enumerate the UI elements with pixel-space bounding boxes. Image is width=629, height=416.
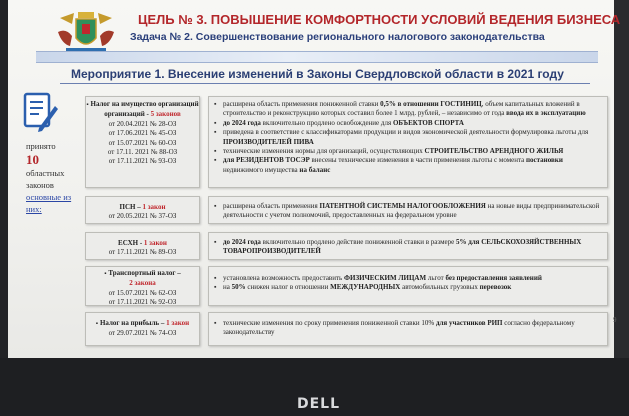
desc-box-profit-tax <box>208 312 608 346</box>
law-ref: от 17.11. 2021 № 88-ОЗ <box>107 148 178 157</box>
desc-box-transport-tax <box>208 266 608 306</box>
desc-box-psn <box>208 196 608 224</box>
event-title: Мероприятие 1. Внесение изменений в Законы Свердловской области в 2021 году <box>71 67 564 81</box>
monitor-bezel-left <box>0 0 8 416</box>
law-ref: от 29.07.2021 № 74-ОЗ <box>108 329 177 338</box>
law-name: Транспортный налог – <box>108 269 181 277</box>
desc-box-eshn <box>208 232 608 260</box>
adopted-label: принято <box>26 141 56 151</box>
law-box-property-tax: ▪ Налог на имущество организаций организаций - 5 законов от 20.04.2021 № 28-ОЗ от 17.06.2021 № 45-ОЗ от 15.07.2021 № 60-ОЗ от 17.11. 2021 № 88-ОЗ от 17.11.2021 № 93-ОЗ <box>85 96 200 188</box>
law-ref: от 20.05.2021 № 37-ОЗ <box>108 212 177 221</box>
page-number: 9 <box>613 316 617 324</box>
desc-item: ▪ до 2024 года включительно продлено действие пониженной ставки в размере 5% для СЕЛЬСКОХОЗЯЙСТВЕННЫХ ТОВАРОПРОИЗВОДИТЕЛЕЙ <box>214 238 602 257</box>
desc-list <box>214 238 602 257</box>
presentation-slide <box>8 0 621 358</box>
law-ref: от 15.07.2021 № 62-ОЗ <box>108 288 177 297</box>
law-box-transport-tax: ▪ Транспортный налог – 2 закона от 15.07.2021 № 62-ОЗ от 17.11.2021 № 92-ОЗ <box>85 266 200 306</box>
law-ref: от 17.11.2021 № 93-ОЗ <box>108 157 177 166</box>
task-title: Задача № 2. Совершенствование регионального налогового законодательства <box>130 31 545 43</box>
title-divider <box>60 83 590 84</box>
desc-list <box>214 100 602 175</box>
law-count: 5 законов <box>150 110 181 119</box>
desc-item: ▪ на 50% снижен налог в отношении МЕЖДУНАРОДНЫХ автомобильных грузовых перевозок <box>214 283 602 292</box>
law-box-profit-tax: ▪ Налог на прибыль – 1 закон от 29.07.2021 № 74-ОЗ <box>85 312 200 346</box>
monitor-bezel-right <box>614 0 629 416</box>
law-count: 2 закона <box>129 279 156 288</box>
desc-box-property-tax <box>208 96 608 188</box>
law-ref: от 15.07.2021 № 60-ОЗ <box>108 138 177 147</box>
law-count: 1 закон <box>142 203 166 211</box>
laws-summary <box>26 140 82 215</box>
goal-title: ЦЕЛЬ № 3. ПОВЫШЕНИЕ КОМФОРТНОСТИ УСЛОВИЙ ВЕДЕНИЯ БИЗНЕСА <box>138 12 621 27</box>
law-ref: от 17.06.2021 № 45-ОЗ <box>108 129 177 138</box>
law-box-psn <box>85 196 200 224</box>
law-box-eshn <box>85 232 200 260</box>
desc-item: ▪ расширена область применения ПАТЕНТНОЙ СИСТЕМЫ НАЛОГООБЛОЖЕНИЯ на новые виды предпринимательской деятельности с учетом полномочий, предоставленных на федеральном уровне <box>214 202 602 221</box>
desc-item: ▪ для РЕЗИДЕНТОВ ТОСЭР внесены технические изменения в части применения льготы с момента постановки недвижимого имущества на баланс <box>214 156 602 175</box>
law-name: ПСН – <box>119 203 141 211</box>
desc-item: ▪ приведена в соответствие с классификаторами продукции и видов экономической деятельности формулировка льготы для ПРОИЗВОДИТЕЛЕЙ ПИВА <box>214 128 602 147</box>
desc-list <box>214 274 602 293</box>
law-ref: от 17.11.2021 № 92-ОЗ <box>108 298 177 307</box>
desc-list <box>214 319 602 338</box>
law-count: 1 закон <box>166 319 190 327</box>
desc-item: ▪ расширена область применения пониженной ставки 0,5% в отношении ГОСТИНИЦ, объем капитальных вложений в строительство и реконструкцию которых составил более 1 млрд. рублей, – независимо от года ввода их в эксплуатацию <box>214 100 602 119</box>
laws-label: областных законов <box>26 168 65 190</box>
law-count: 1 закон <box>143 239 167 247</box>
dell-logo: DELL <box>297 396 341 412</box>
desc-list <box>214 202 602 221</box>
law-ref: от 17.11.2021 № 89-ОЗ <box>108 248 177 257</box>
law-name: ЕСХН - <box>118 239 143 247</box>
main-laws-link[interactable]: основные из них: <box>26 192 72 214</box>
decorative-ribbon <box>36 51 598 63</box>
laws-count: 10 <box>26 152 39 167</box>
desc-item: ▪ технические изменения нормы для организаций, осуществляющих СТРОИТЕЛЬСТВО АРЕНДНОГО ЖИЛЬЯ <box>214 147 602 156</box>
desc-item: ▪ до 2024 года включительно продлено освобождение для ОБЪЕКТОВ СПОРТА <box>214 119 602 128</box>
document-pen-icon <box>23 92 59 134</box>
law-name: Налог на прибыль – <box>99 319 165 327</box>
law-name: Налог на имущество организаций <box>90 100 199 108</box>
law-ref: от 20.04.2021 № 28-ОЗ <box>108 119 177 128</box>
desc-item: ▪ технические изменения по сроку применения пониженной ставки 10% для участников РИП согласно федеральному законодательству <box>214 319 602 338</box>
desc-item: ▪ установлена возможность предоставить ФИЗИЧЕСКИМ ЛИЦАМ льгот без предоставления заявлений <box>214 274 602 283</box>
